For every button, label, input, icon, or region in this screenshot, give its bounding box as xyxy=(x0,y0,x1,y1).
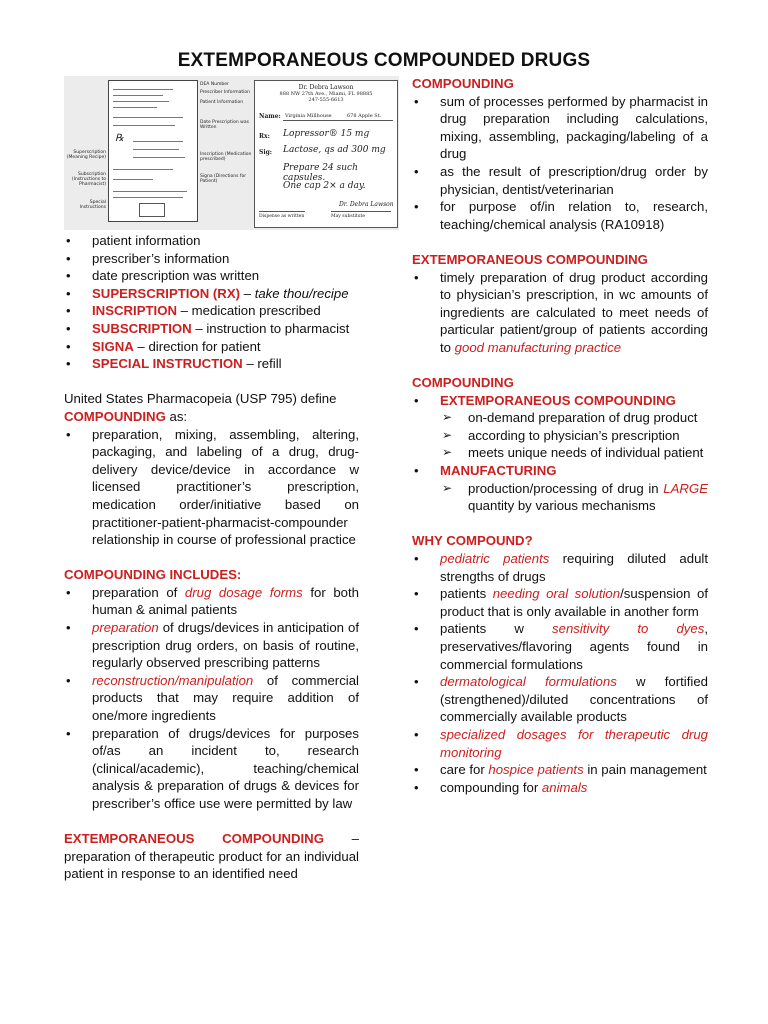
extemporaneous-sublist xyxy=(440,409,708,462)
man-label: MANUFACTURING xyxy=(440,463,557,479)
separator: – xyxy=(133,338,149,354)
callout-inscription: Inscription (Medication prescribed) xyxy=(200,152,252,162)
list-item xyxy=(64,302,359,320)
list-item: • sum of processes performed by pharmacist in drug preparation including calculations, mixing, assembling, packaging/labeling of a drug xyxy=(412,93,708,163)
list-item xyxy=(412,726,708,761)
callout-superscription: Superscription (Meaning Recipe) xyxy=(66,150,106,160)
list-item xyxy=(64,267,359,285)
highlight: reconstruction/manipulation xyxy=(92,672,254,688)
sub-item xyxy=(440,480,708,515)
why-compound-heading: WHY COMPOUND? xyxy=(412,533,533,549)
sub-item: ➢ according to physician’s prescription xyxy=(440,427,708,445)
compounding-heading: COMPOUNDING xyxy=(412,76,514,91)
text: patients w xyxy=(440,621,553,637)
page-title: EXTEMPORANEOUS COMPOUNDED DRUGS xyxy=(177,50,591,71)
prescription-card xyxy=(254,80,398,228)
highlight: LARGE xyxy=(663,480,708,496)
item-text: patient information xyxy=(92,233,201,248)
rx-line-2: Lactose, qs ad 300 mg xyxy=(283,145,386,155)
rx-doctor-name: Dr. Debra Lawson xyxy=(298,84,354,91)
separator: – xyxy=(240,285,255,301)
list-item xyxy=(64,672,359,725)
callout-date: Date Prescription was Written xyxy=(200,120,249,130)
manufacturing-sublist xyxy=(440,480,708,515)
why-compound-list xyxy=(412,550,708,796)
text: timely preparation of drug product according to physician’s prescription, in wc amounts of ingredients are calculated to meet needs of particular patient/group of patients according to xyxy=(440,269,708,355)
item-text: date prescription was written xyxy=(92,268,260,284)
text: compounding for xyxy=(440,779,542,795)
description: take thou/recipe xyxy=(254,285,349,301)
list-item xyxy=(412,620,708,673)
callout-prescriber: Prescriber Information xyxy=(200,90,251,95)
compounding-list xyxy=(412,93,708,234)
highlight: sensitivity to dyes xyxy=(552,621,705,637)
rx-patient-name: Virginia Millhouse xyxy=(285,113,332,119)
rx-substitute-label: May substitute xyxy=(331,214,366,219)
highlight: hospice patients xyxy=(488,762,584,778)
text: care for xyxy=(440,762,489,778)
term: SPECIAL INSTRUCTION xyxy=(92,356,243,372)
list-item xyxy=(64,320,359,338)
prescription-parts-list xyxy=(64,232,359,373)
rx-signature: Dr. Debra Lawson xyxy=(339,201,394,208)
ext-label: EXTEMPORANEOUS COMPOUNDING xyxy=(440,392,676,408)
list-item: • as the result of prescription/drug order by physician, dentist/veterinarian xyxy=(412,163,708,198)
text: production/processing of drug in xyxy=(468,480,664,496)
rx-doctor-phone: 247-555-6613 xyxy=(308,97,344,103)
compounding-vs-heading: COMPOUNDING xyxy=(412,375,514,391)
rx-label: Rx: xyxy=(259,133,270,140)
list-item xyxy=(64,232,359,250)
list-item xyxy=(64,285,359,303)
callout-patient: Patient Information xyxy=(200,100,244,105)
list-item xyxy=(64,355,359,373)
highlight: dermatological formulations xyxy=(440,674,617,690)
right-column xyxy=(412,75,708,796)
list-item xyxy=(64,250,359,268)
includes-heading: COMPOUNDING INCLUDES: xyxy=(64,567,242,583)
highlight: animals xyxy=(541,779,588,795)
text: for both human & animal patients xyxy=(92,584,359,618)
list-item xyxy=(64,584,359,619)
list-item xyxy=(412,761,708,779)
text: quantity by various mechanisms xyxy=(468,498,656,514)
ext-term: EXTEMPORANEOUS COMPOUNDING xyxy=(64,831,324,847)
list-item: • preparation of drugs/devices for purposes of/as an incident to, research (clinical/academic), teaching/chemical analysis & preparation of drugs & devices for prescriber’s office use were permitted by law xyxy=(64,725,359,813)
separator: – xyxy=(242,356,258,372)
text: in pain management xyxy=(583,762,707,778)
extemporaneous-list xyxy=(412,269,708,357)
term: SIGNA xyxy=(92,338,134,354)
text: requiring diluted adult strengths of drugs xyxy=(440,551,709,584)
usp-definition-list xyxy=(64,426,359,549)
list-item xyxy=(412,779,708,797)
rx-doctor-address: 888 NW 27th Ave., Miami, FL 98885 xyxy=(279,91,373,97)
list-item xyxy=(412,462,708,480)
list-item xyxy=(412,585,708,620)
list-item xyxy=(412,392,708,410)
text: of commercial products that may require addition of one/more ingredients xyxy=(92,672,359,724)
sub-item: ➢ on-demand preparation of drug product xyxy=(440,409,708,427)
rx-line-3: Prepare 24 such capsules. xyxy=(283,163,358,183)
description: direction for patient xyxy=(148,338,261,354)
separator: – xyxy=(191,320,207,336)
term: SUPERSCRIPTION (RX) xyxy=(92,285,241,301)
text: patients xyxy=(440,586,493,602)
callout-dea: DEA Number xyxy=(200,82,229,87)
highlight: specialized dosages for therapeutic drug monitoring xyxy=(440,726,708,760)
sub-item: ➢ meets unique needs of individual patient xyxy=(440,444,708,462)
text: , preservatives/flavoring agents found in commercial formulations xyxy=(440,621,708,672)
callout-subscription: Subscription (Instructions to Pharmacist) xyxy=(71,172,106,187)
prescription-form-diagram: ℞ xyxy=(108,80,198,222)
highlight: pediatric patients xyxy=(440,551,550,567)
prescription-image xyxy=(64,76,399,230)
callout-signa: Signa (Directions for Patient) xyxy=(200,174,247,184)
extemporaneous-definition xyxy=(64,830,359,883)
list-item xyxy=(412,550,708,585)
text: /suspension of product that is only available in another form xyxy=(440,586,708,619)
manufacturing-list xyxy=(412,462,708,480)
callout-special: Special Instructions xyxy=(79,200,106,210)
description: medication prescribed xyxy=(191,303,321,319)
rx-name-label: Name: xyxy=(259,113,281,120)
rx-dispense-label: Dispense as written xyxy=(259,214,305,219)
highlight: preparation xyxy=(92,620,159,636)
usp-intro: United States Pharmacopeia (USP 795) define xyxy=(64,391,337,407)
term: SUBSCRIPTION xyxy=(92,320,192,336)
separator: – xyxy=(323,831,359,847)
sig-label: Sig: xyxy=(259,149,273,156)
compounding-vs-list xyxy=(412,392,708,410)
rx-line-1: Lopressor® 15 mg xyxy=(283,129,370,139)
rx-patient-address: 678 Apple St. xyxy=(347,113,382,119)
list-item: • for purpose of/in relation to, research, teaching/chemical analysis (RA10918) xyxy=(412,198,708,233)
term: INSCRIPTION xyxy=(92,303,177,319)
text: preparation of xyxy=(92,584,185,600)
highlight: good manufacturing practice xyxy=(454,339,622,355)
description: refill xyxy=(257,356,282,372)
separator: – xyxy=(177,303,192,319)
ext-definition: preparation of therapeutic product for an individual patient in response to an identified need xyxy=(64,848,359,882)
usp-as: as: xyxy=(165,408,188,424)
text: of drugs/devices in anticipation of prescription drug orders, on basis of routine, regularly observed prescribing patterns xyxy=(92,620,359,671)
left-column xyxy=(64,232,359,883)
usp-definition-intro xyxy=(64,390,359,425)
highlight: drug dosage forms xyxy=(184,584,303,600)
usp-term: COMPOUNDING xyxy=(64,408,166,424)
item-text: prescriber’s information xyxy=(92,250,230,266)
extemporaneous-heading: EXTEMPORANEOUS COMPOUNDING xyxy=(412,251,648,267)
highlight: needing oral solution xyxy=(492,586,621,602)
list-item xyxy=(412,673,708,726)
list-item xyxy=(64,338,359,356)
description: instruction to pharmacist xyxy=(206,320,350,336)
includes-list xyxy=(64,584,359,813)
rx-line-4: One cap 2× a day. xyxy=(283,181,366,191)
list-item xyxy=(412,269,708,357)
text: w fortified (strengthened)/diluted concentrations of commercially available products xyxy=(440,674,708,725)
list-item: • preparation, mixing, assembling, altering, packaging, and labeling of a drug, drug-delivery device/device in accordance w licensed practitioner’s prescription, medication order/initiative based on practitioner-patient-pharmacist-compounder relationship in course of professional practice xyxy=(64,426,359,549)
list-item xyxy=(64,619,359,672)
